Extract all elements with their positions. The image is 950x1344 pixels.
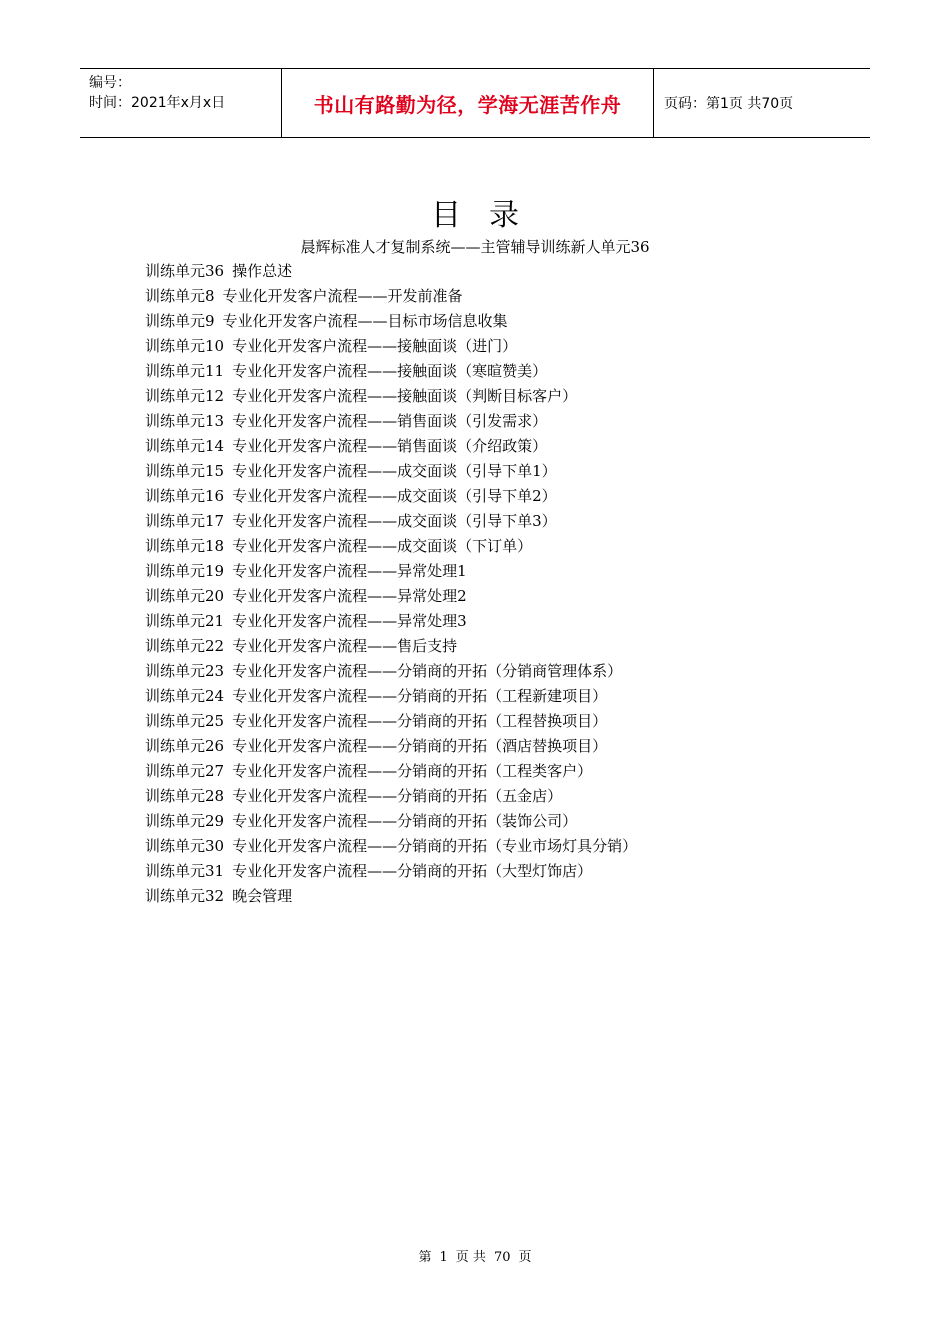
toc-entry-description: 专业化开发客户流程——异常处理2 (232, 587, 467, 605)
toc-entry[interactable] (145, 884, 637, 909)
toc-entry-description: 专业化开发客户流程——销售面谈（介绍政策） (232, 437, 548, 455)
toc-entry[interactable] (145, 859, 637, 884)
toc-entry[interactable] (145, 784, 637, 809)
toc-entry-description: 专业化开发客户流程——成交面谈（下订单） (232, 537, 533, 555)
toc-entry-unit: 训练单元14 (145, 437, 225, 455)
toc-entry-unit: 训练单元12 (145, 387, 225, 405)
toc-entry-unit: 训练单元36 (145, 262, 225, 280)
toc-entry-description: 专业化开发客户流程——分销商的开拓（工程替换项目） (232, 712, 608, 730)
footer-prefix: 第 (418, 1250, 432, 1265)
toc-entry[interactable] (145, 459, 637, 484)
toc-entry[interactable] (145, 709, 637, 734)
toc-entry-description: 专业化开发客户流程——分销商的开拓（工程新建项目） (232, 687, 608, 705)
toc-entry[interactable] (145, 584, 637, 609)
toc-entry[interactable] (145, 759, 637, 784)
toc-entry[interactable] (145, 659, 637, 684)
toc-entry-unit: 训练单元9 (145, 312, 215, 330)
toc-entry-description: 专业化开发客户流程——分销商的开拓（专业市场灯具分销） (232, 837, 638, 855)
toc-entry-description: 专业化开发客户流程——接触面谈（判断目标客户） (232, 387, 578, 405)
toc-entry-description: 专业化开发客户流程——销售面谈（引发需求） (232, 412, 548, 430)
footer-page-number: 1 (439, 1250, 448, 1265)
toc-entry-unit: 训练单元29 (145, 812, 225, 830)
footer-suffix: 页 (518, 1250, 532, 1265)
toc-entry-unit: 训练单元17 (145, 512, 225, 530)
toc-entry[interactable] (145, 734, 637, 759)
toc-entry[interactable] (145, 484, 637, 509)
toc-entry-description: 晚会管理 (232, 887, 293, 905)
toc-entry-unit: 训练单元23 (145, 662, 225, 680)
toc-entry[interactable] (145, 634, 637, 659)
toc-entry[interactable] (145, 384, 637, 409)
footer-total-pages: 70 (493, 1250, 511, 1265)
page-header (80, 68, 870, 138)
toc-entry-unit: 训练单元27 (145, 762, 225, 780)
toc-entry-description: 专业化开发客户流程——接触面谈（进门） (232, 337, 518, 355)
toc-entry-unit: 训练单元16 (145, 487, 225, 505)
toc-entry-unit: 训练单元10 (145, 337, 225, 355)
toc-entry[interactable] (145, 684, 637, 709)
toc-entry[interactable] (145, 534, 637, 559)
toc-entry[interactable] (145, 259, 637, 284)
table-of-contents (145, 259, 637, 909)
toc-entry-unit: 训练单元8 (145, 287, 215, 305)
toc-entry[interactable] (145, 309, 637, 334)
page-title: 目录 (431, 198, 547, 233)
toc-entry[interactable] (145, 284, 637, 309)
header-time-label: 时间：2021年x月x日 (89, 95, 226, 111)
toc-entry-unit: 训练单元19 (145, 562, 225, 580)
toc-entry-unit: 训练单元30 (145, 837, 225, 855)
toc-entry[interactable] (145, 409, 637, 434)
toc-entry[interactable] (145, 334, 637, 359)
toc-entry-unit: 训练单元32 (145, 887, 225, 905)
toc-entry-description: 专业化开发客户流程——分销商的开拓（酒店替换项目） (232, 737, 608, 755)
toc-entry-unit: 训练单元25 (145, 712, 225, 730)
toc-entry-description: 专业化开发客户流程——开发前准备 (222, 287, 463, 305)
toc-entry-description: 专业化开发客户流程——售后支持 (232, 637, 458, 655)
toc-entry-unit: 训练单元13 (145, 412, 225, 430)
header-motto: 书山有路勤为径，学海无涯苦作舟 (281, 69, 654, 137)
toc-entry-description: 专业化开发客户流程——分销商的开拓（工程类客户） (232, 762, 593, 780)
toc-entry-unit: 训练单元31 (145, 862, 225, 880)
toc-entry-unit: 训练单元21 (145, 612, 225, 630)
toc-entry[interactable] (145, 834, 637, 859)
toc-entry-description: 专业化开发客户流程——分销商的开拓（装饰公司） (232, 812, 578, 830)
toc-entry-unit: 训练单元11 (145, 362, 225, 380)
toc-entry-description: 专业化开发客户流程——异常处理1 (232, 562, 467, 580)
toc-entry-description: 专业化开发客户流程——成交面谈（引导下单1） (232, 462, 557, 480)
toc-entry-unit: 训练单元18 (145, 537, 225, 555)
toc-entry[interactable] (145, 359, 637, 384)
toc-entry-unit: 训练单元28 (145, 787, 225, 805)
page-footer (0, 1246, 950, 1265)
toc-entry-description: 专业化开发客户流程——分销商的开拓（大型灯饰店） (232, 862, 593, 880)
toc-entry[interactable] (145, 434, 637, 459)
toc-entry[interactable] (145, 809, 637, 834)
toc-entry-description: 专业化开发客户流程——分销商的开拓（五金店） (232, 787, 563, 805)
toc-entry-description: 专业化开发客户流程——目标市场信息收集 (222, 312, 508, 330)
toc-entry[interactable] (145, 559, 637, 584)
toc-entry-description: 专业化开发客户流程——成交面谈（引导下单2） (232, 487, 557, 505)
toc-entry-description: 专业化开发客户流程——接触面谈（寒暄赞美） (232, 362, 548, 380)
toc-entry[interactable] (145, 609, 637, 634)
toc-entry-unit: 训练单元24 (145, 687, 225, 705)
toc-entry-description: 专业化开发客户流程——成交面谈（引导下单3） (232, 512, 557, 530)
header-number-label: 编号： (89, 75, 131, 91)
header-page-info: 页码：第1页 共70页 (664, 96, 794, 112)
page-subtitle: 晨辉标准人才复制系统——主管辅导训练新人单元36 (300, 238, 650, 256)
header-meta (80, 69, 281, 137)
toc-entry-unit: 训练单元22 (145, 637, 225, 655)
toc-entry-description: 专业化开发客户流程——异常处理3 (232, 612, 467, 630)
toc-entry-unit: 训练单元15 (145, 462, 225, 480)
footer-mid: 页 共 (455, 1250, 486, 1265)
toc-entry[interactable] (145, 509, 637, 534)
toc-entry-description: 专业化开发客户流程——分销商的开拓（分销商管理体系） (232, 662, 623, 680)
toc-entry-unit: 训练单元20 (145, 587, 225, 605)
toc-entry-unit: 训练单元26 (145, 737, 225, 755)
toc-entry-description: 操作总述 (232, 262, 293, 280)
